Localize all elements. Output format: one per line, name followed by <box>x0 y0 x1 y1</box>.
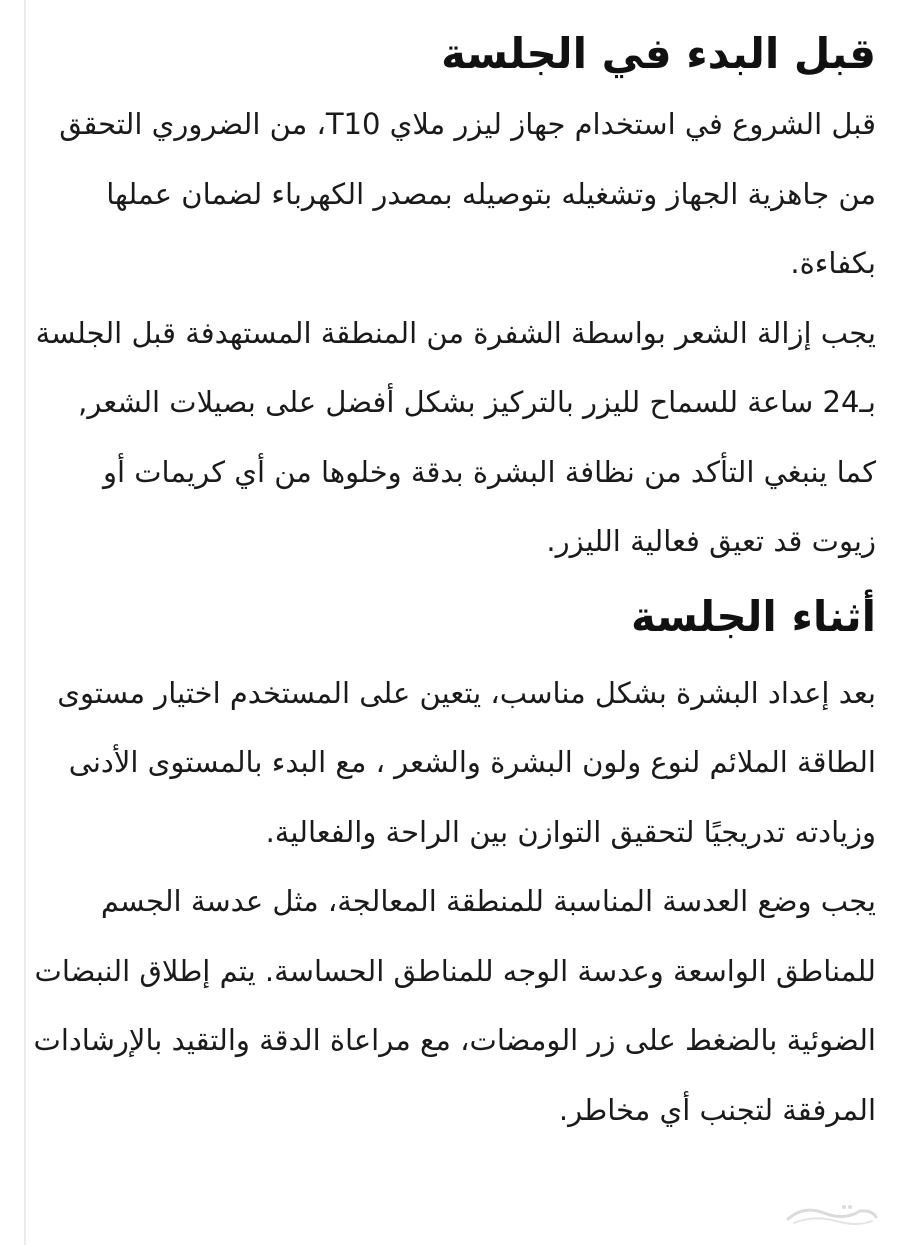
paragraph-skin-preparation: يجب إزالة الشعر بواسطة الشفرة من المنطقة المستهدفة قبل الجلسة بـ24 ساعة للسماح لليزر بالتركيز بشكل أفضل على بصيلات الشعر, كما ينبغي التأكد من نظافة البشرة بدقة وخلوها من أي كريمات أو زيوت قد تعيق فعالية الليزر. <box>35 315 876 558</box>
section-before-session <box>30 0 876 577</box>
heading-during-session: أثناء الجلسة <box>631 591 876 641</box>
section-during-session <box>30 587 876 1146</box>
paragraph-lens-and-pulses: يجب وضع العدسة المناسبة للمنطقة المعالجة، مثل عدسة الجسم للمناطق الواسعة وعدسة الوجه للمناطق الحساسة. يتم إطلاق النبضات الضوئية بالضغط على زر الومضات، مع مراعاة الدقة والتقيد بالإرشادات المرفقة لتجنب أي مخاطر. <box>33 884 876 1127</box>
heading-before-session: قبل البدء في الجلسة <box>441 29 876 78</box>
watermark-logo-icon <box>784 1201 880 1227</box>
left-edge-divider <box>24 0 26 1245</box>
article-body <box>30 0 876 1145</box>
paragraph-device-preparation: قبل الشروع في استخدام جهاز ليزر ملاي T10، من الضروري التحقق من جاهزية الجهاز وتشغيله بتوصيله بمصدر الكهرباء لضمان عملها بكفاءة. <box>59 107 876 280</box>
paragraph-energy-level: بعد إعداد البشرة بشكل مناسب، يتعين على المستخدم اختيار مستوى الطاقة الملائم لنوع ولون البشرة والشعر ، مع البدء بالمستوى الأدنى وزيادته تدريجيًا لتحقيق التوازن بين الراحة والفعالية. <box>57 675 876 849</box>
